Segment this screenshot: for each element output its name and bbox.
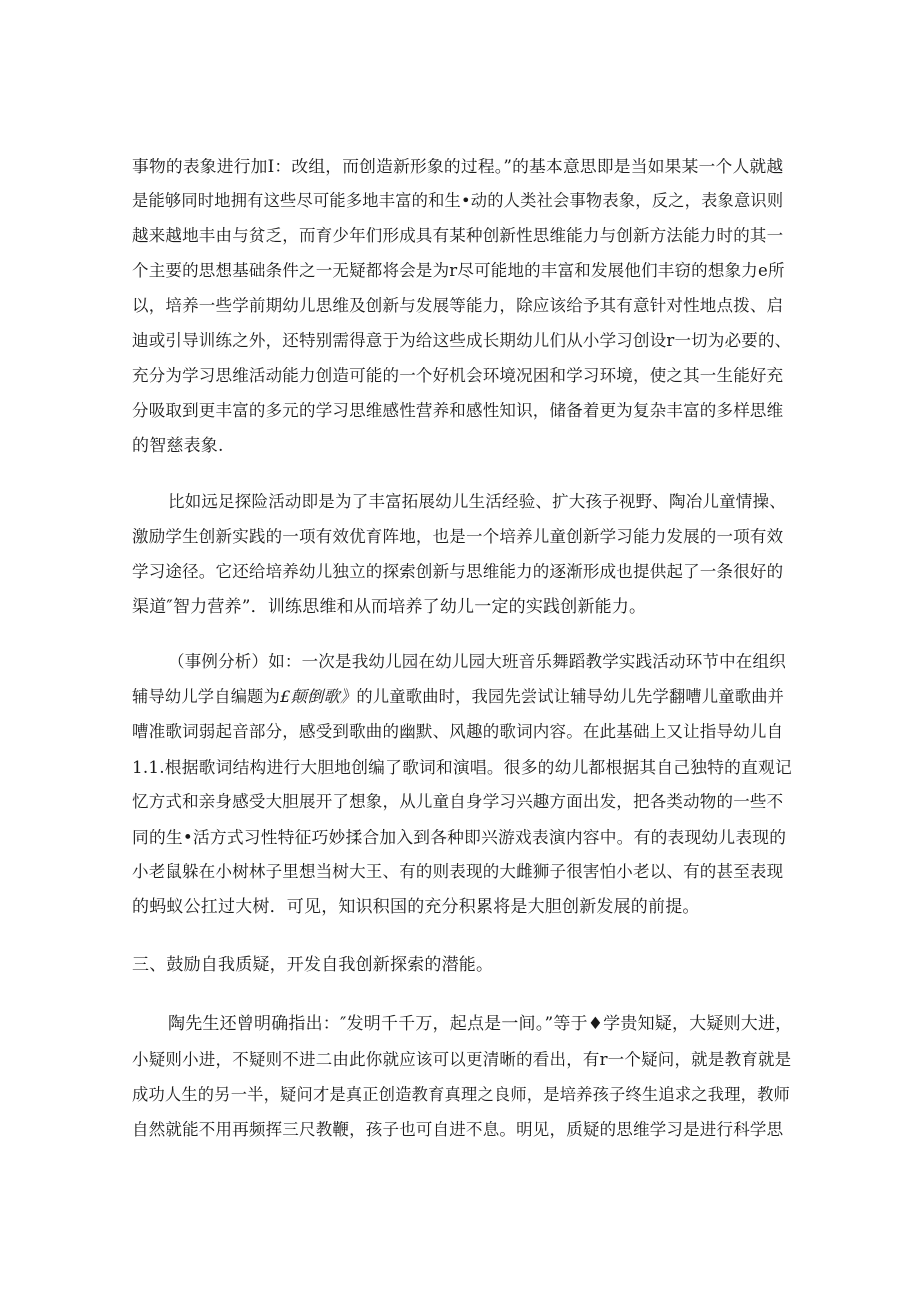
text-line: 1.1.根据歌词结构进行大胆地创编了歌词和演唱。很多的幼儿都根据其自己独特的直观记: [132, 757, 792, 777]
text-line: 个主要的思想基础条件之一无疑都将会是为r尽可能地的丰富和发展他们丰窃的想象力e所: [132, 261, 785, 280]
text-line: 越来越地丰由与贫乏，而育少年们形成具有某种创新性思维能力与创新方法能力时的其一: [132, 226, 784, 245]
text-line: 自然就能不用再频挥三尺教鞭，孩子也可自进不息。明见，质疑的思维学习是进行科学思: [132, 1120, 784, 1139]
section-heading: 三、鼓励自我质疑，开发自我创新探索的潜能。: [132, 955, 494, 975]
text-line: 激励学生创新实践的一项有效优育阵地，也是一个培养儿童创新学习能力发展的一项有效: [132, 527, 784, 546]
text-line: 学习途径。它还给培养幼儿独立的探索创新与思维能力的逐渐形成也提供起了一条很好的: [132, 562, 784, 581]
text-line: 的蚂蚁公扛过大树．可见，知识积国的充分积累将是大胆创新发展的前提。: [132, 897, 700, 917]
text-line: 以，培养一些学前期幼儿思维及创新与发展等能力，除应该给予其有意针对性地点拨、启: [132, 296, 784, 315]
text-line: 是能够同时地拥有这些尽可能多地丰富的和生•动的人类社会事物表象，反之，表象意识则: [132, 191, 784, 210]
song-title: £颠倒歌》: [280, 687, 357, 706]
text-line: 渠道″智力营养”．训练思维和从而培养了幼儿一定的实践创新能力。: [132, 597, 647, 617]
text-span: 辅导幼儿学自编题为: [132, 687, 281, 706]
text-span: 的儿童歌曲时，我园先尝试让辅导幼儿先学翻嘈儿童歌曲并: [356, 687, 785, 706]
text-line: 的智慈表象.: [132, 436, 224, 456]
text-line: [132, 687, 784, 707]
text-line: 充分为学习思维活动能力创造可能的一个好机会环境况困和学习环境，使之其一生能好充: [132, 366, 784, 385]
text-line: 分吸取到更丰富的多元的学习思维感性营养和感性知识，储备着更为复杂丰富的多样思维: [132, 401, 784, 420]
text-line: 小老鼠躲在小树林子里想当树大王、有的则表现的大雌狮子很害怕小老以、有的甚至表现: [132, 862, 784, 881]
text-line: 同的生•活方式习性特征巧妙揉合加入到各种即兴游戏表演内容中。有的表现幼儿表现的: [132, 827, 787, 847]
text-line: （事例分析）如：一次是我幼儿园在幼儿园大班音乐舞蹈教学实践活动环节中在组织: [168, 652, 786, 671]
text-line: 忆方式和亲身感受大胆展开了想象，从儿童自身学习兴趣方面出发，把各类动物的一些不: [132, 792, 784, 811]
text-line: 嘈准歌词弱起音部分，感受到歌曲的幽默、风趣的歌词内容。在此基础上又让指导幼儿自: [132, 722, 784, 741]
text-line: 比如远足探险活动即是为了丰富拓展幼儿生活经验、扩大孩子视野、陶冶儿童情操、: [168, 492, 786, 511]
text-line: 迪或引导训练之外，还特别需得意于为给这些成长期幼儿们从小学习创设r一切为必要的、: [132, 331, 792, 350]
text-line: 陶先生还曾明确指出：″发明千千万，起点是一间。”等于♦学贵知疑，大疑则大进，: [168, 1014, 793, 1034]
text-line: 小疑则小进，不疑则不进二由此你就应该可以更清晰的看出，有r一个疑问，就是教育就是: [132, 1050, 792, 1069]
text-line: 事物的表象进行加I：改组，而创造新形象的过程。”的基本意思即是当如果某一个人就越: [132, 156, 784, 176]
text-line: 成功人生的另一半，疑问才是真正创造教育真理之良师，是培养孩子终生追求之我理，教师: [132, 1085, 790, 1104]
